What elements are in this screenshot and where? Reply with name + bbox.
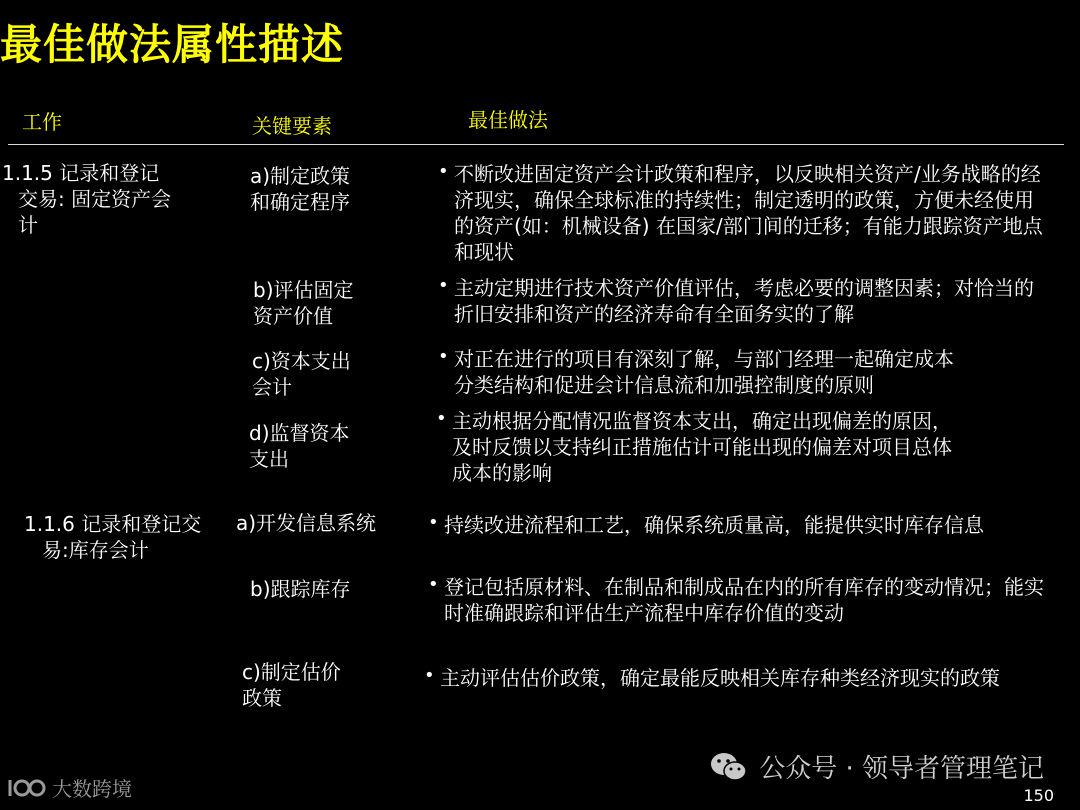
practice-1-1-5-d — [436, 408, 956, 486]
element-1-1-6-a: a)开发信息系统 — [236, 511, 377, 535]
practice-1-1-6-b — [428, 574, 1048, 626]
element-1-1-6-b: b)跟踪库存 — [250, 577, 351, 601]
header-divider — [8, 144, 1064, 145]
practice-text: 登记包括原材料、在制品和制成品在内的所有库存的变动情况；能实时准确跟踪和评估生产流程中库存价值的变动 — [444, 575, 1044, 625]
practice-1-1-5-c — [438, 346, 958, 398]
watermark-text: 公众号 · 领导者管理笔记 — [759, 754, 1044, 784]
element-1-1-5-d: d)监督资本支出 — [249, 421, 350, 471]
practice-text: 对正在进行的项目有深刻了解，与部门经理一起确定成本分类结构和促进会计信息流和加强控制度的原则 — [454, 347, 954, 397]
brand-mark — [6, 772, 132, 802]
bullet-icon: • — [428, 574, 439, 595]
column-header-practices: 最佳做法 — [468, 108, 548, 132]
bullet-icon: • — [438, 275, 449, 296]
page-title: 最佳做法属性描述 — [0, 20, 345, 69]
practice-text: 主动评估估价政策，确定最能反映相关库存种类经济现实的政策 — [440, 666, 1000, 690]
column-header-elements: 关键要素 — [252, 114, 332, 138]
practice-text: 持续改进流程和工艺，确保系统质量高，能提供实时库存信息 — [444, 513, 984, 537]
practice-1-1-5-a — [438, 161, 1048, 265]
bullet-icon: • — [428, 512, 439, 533]
column-header-task: 工作 — [22, 110, 62, 134]
brand-logo-icon — [6, 772, 46, 802]
practice-text: 不断改进固定资产会计政策和程序，以反映相关资产/业务战略的经济现实，确保全球标准的持续性；制定透明的政策，方便未经使用的资产(如：机械设备) 在国家/部门间的迁移；有能力跟踪资产地点和现状 — [454, 162, 1043, 264]
task-1-1-6: 1.1.6 记录和登记交易:库存会计 — [24, 512, 202, 562]
element-1-1-5-b: b)评估固定资产价值 — [253, 278, 354, 328]
wechat-watermark — [709, 748, 1044, 785]
bullet-icon: • — [438, 346, 449, 367]
practice-1-1-6-c — [424, 665, 1054, 691]
wechat-icon — [709, 750, 749, 784]
bullet-icon: • — [438, 161, 449, 182]
brand-text: 大数跨境 — [52, 776, 132, 801]
element-1-1-5-a: a)制定政策和确定程序 — [250, 164, 351, 214]
practice-text: 主动定期进行技术资产价值评估，考虑必要的调整因素；对恰当的折旧安排和资产的经济寿命有全面务实的了解 — [454, 276, 1034, 326]
practice-text: 主动根据分配情况监督资本支出，确定出现偏差的原因，及时反馈以支持纠正措施估计可能出现的偏差对项目总体成本的影响 — [452, 409, 952, 485]
bullet-icon: • — [424, 665, 435, 686]
practice-1-1-6-a — [428, 512, 1048, 538]
task-1-1-5: 1.1.5 记录和登记交易: 固定资产会计 — [2, 161, 172, 237]
element-1-1-6-c: c)制定估价政策 — [242, 660, 341, 710]
page-number: 150 — [1023, 786, 1054, 805]
element-1-1-5-c: c)资本支出会计 — [252, 349, 351, 399]
practice-1-1-5-b — [438, 275, 1048, 327]
bullet-icon: • — [436, 408, 447, 429]
